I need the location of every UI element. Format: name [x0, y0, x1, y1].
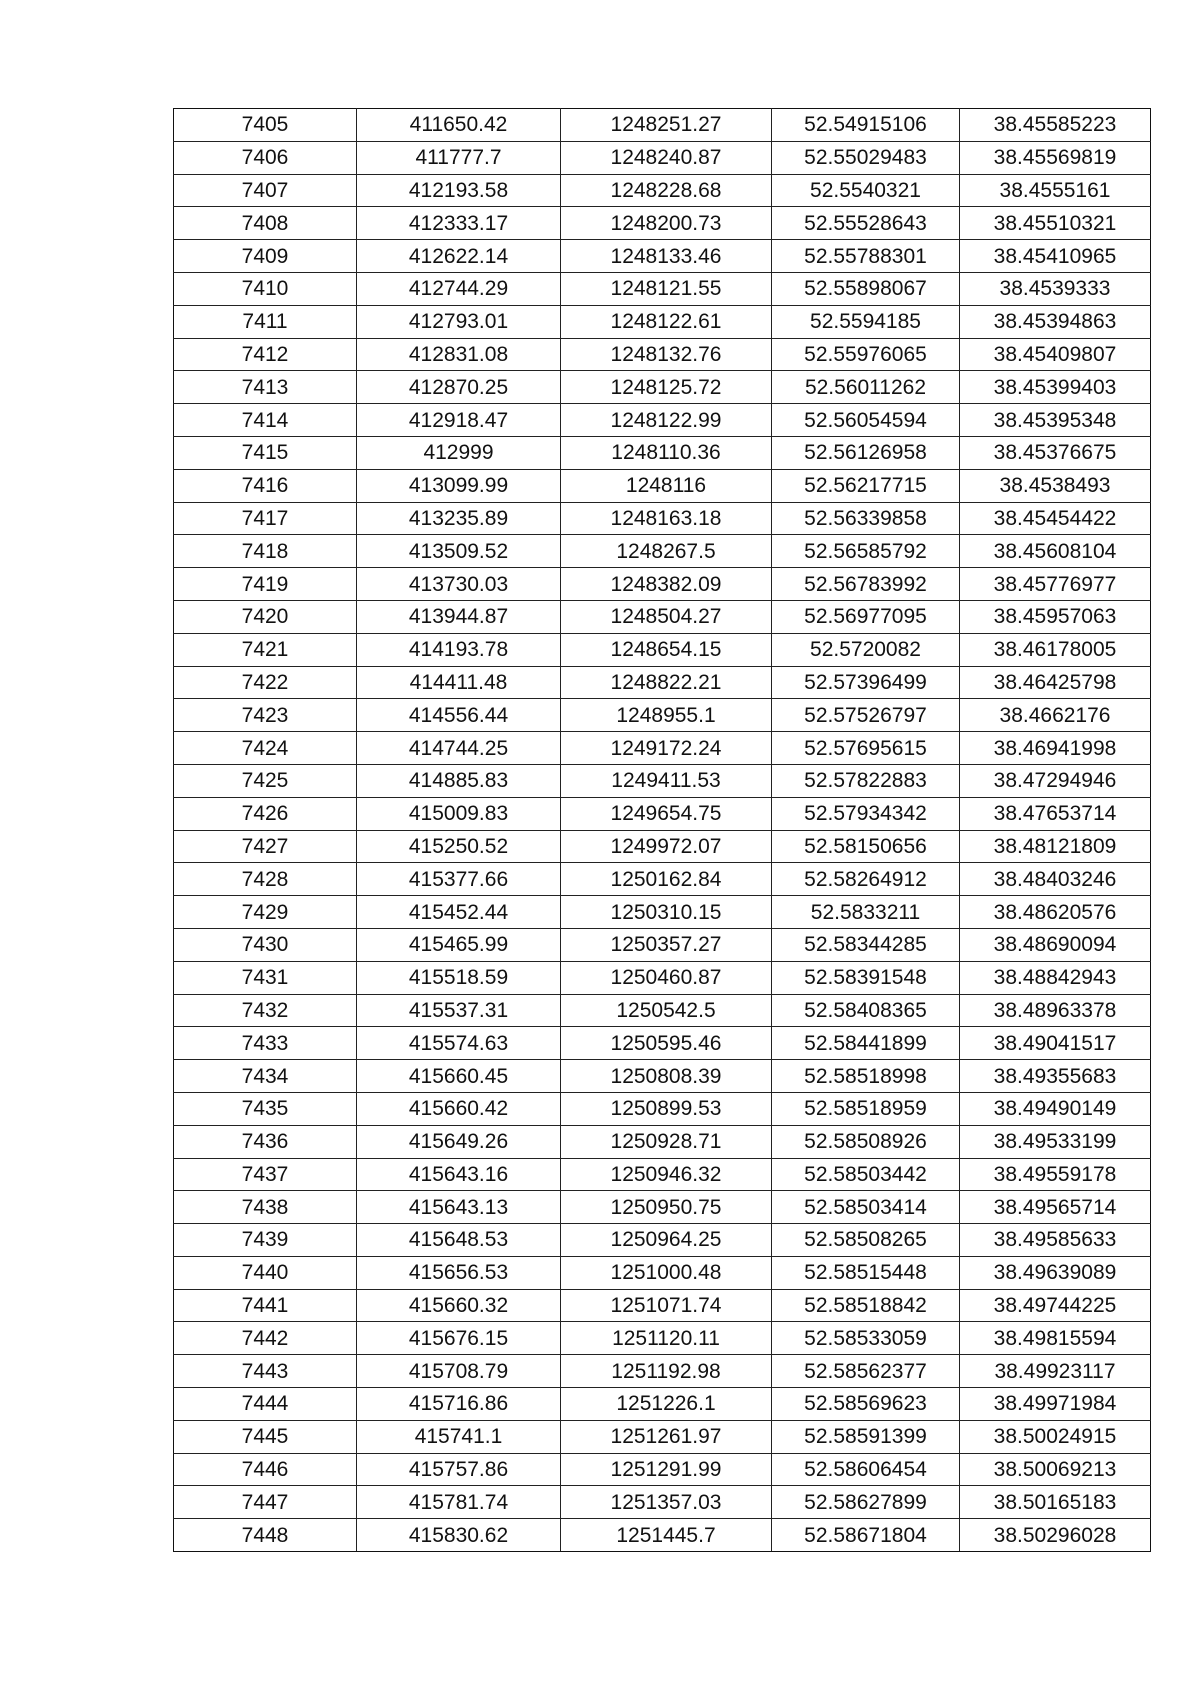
table-row	[174, 863, 1151, 896]
latitude-cell: 52.57695615	[772, 732, 960, 765]
latitude-cell: 52.58503414	[772, 1191, 960, 1224]
longitude-cell: 38.46425798	[960, 666, 1151, 699]
latitude-cell: 52.57396499	[772, 666, 960, 699]
latitude-cell: 52.58606454	[772, 1453, 960, 1486]
y-coordinate-cell: 1248654.15	[561, 633, 772, 666]
x-coordinate-cell: 415708.79	[357, 1355, 561, 1388]
y-coordinate-cell: 1249972.07	[561, 830, 772, 863]
table-row	[174, 1355, 1151, 1388]
x-coordinate-cell: 414885.83	[357, 764, 561, 797]
latitude-cell: 52.58408365	[772, 994, 960, 1027]
latitude-cell: 52.58518998	[772, 1060, 960, 1093]
longitude-cell: 38.4539333	[960, 272, 1151, 305]
point-number-cell: 7439	[174, 1224, 357, 1257]
y-coordinate-cell: 1250950.75	[561, 1191, 772, 1224]
point-number-cell: 7405	[174, 109, 357, 142]
longitude-cell: 38.48842943	[960, 961, 1151, 994]
latitude-cell: 52.58150656	[772, 830, 960, 863]
point-number-cell: 7426	[174, 797, 357, 830]
table-row	[174, 240, 1151, 273]
y-coordinate-cell: 1248132.76	[561, 338, 772, 371]
table-row	[174, 633, 1151, 666]
x-coordinate-cell: 415660.45	[357, 1060, 561, 1093]
point-number-cell: 7438	[174, 1191, 357, 1224]
y-coordinate-cell: 1250310.15	[561, 896, 772, 929]
longitude-cell: 38.49971984	[960, 1388, 1151, 1421]
latitude-cell: 52.58508265	[772, 1224, 960, 1257]
table-row	[174, 994, 1151, 1027]
y-coordinate-cell: 1249654.75	[561, 797, 772, 830]
point-number-cell: 7430	[174, 928, 357, 961]
longitude-cell: 38.45569819	[960, 141, 1151, 174]
table-row	[174, 1388, 1151, 1421]
y-coordinate-cell: 1248267.5	[561, 535, 772, 568]
y-coordinate-cell: 1251445.7	[561, 1519, 772, 1552]
longitude-cell: 38.49533199	[960, 1125, 1151, 1158]
y-coordinate-cell: 1250357.27	[561, 928, 772, 961]
x-coordinate-cell: 413235.89	[357, 502, 561, 535]
latitude-cell: 52.56011262	[772, 371, 960, 404]
table-row	[174, 1420, 1151, 1453]
latitude-cell: 52.58671804	[772, 1519, 960, 1552]
longitude-cell: 38.45376675	[960, 436, 1151, 469]
y-coordinate-cell: 1249172.24	[561, 732, 772, 765]
y-coordinate-cell: 1251357.03	[561, 1486, 772, 1519]
x-coordinate-cell: 415250.52	[357, 830, 561, 863]
longitude-cell: 38.49559178	[960, 1158, 1151, 1191]
latitude-cell: 52.56054594	[772, 404, 960, 437]
table-row	[174, 1289, 1151, 1322]
x-coordinate-cell: 415649.26	[357, 1125, 561, 1158]
point-number-cell: 7419	[174, 568, 357, 601]
point-number-cell: 7406	[174, 141, 357, 174]
latitude-cell: 52.5720082	[772, 633, 960, 666]
latitude-cell: 52.58518842	[772, 1289, 960, 1322]
x-coordinate-cell: 411777.7	[357, 141, 561, 174]
longitude-cell: 38.4555161	[960, 174, 1151, 207]
latitude-cell: 52.55788301	[772, 240, 960, 273]
point-number-cell: 7424	[174, 732, 357, 765]
point-number-cell: 7444	[174, 1388, 357, 1421]
longitude-cell: 38.49355683	[960, 1060, 1151, 1093]
table-row	[174, 732, 1151, 765]
x-coordinate-cell: 413099.99	[357, 469, 561, 502]
x-coordinate-cell: 412831.08	[357, 338, 561, 371]
latitude-cell: 52.54915106	[772, 109, 960, 142]
y-coordinate-cell: 1250928.71	[561, 1125, 772, 1158]
table-row	[174, 1125, 1151, 1158]
latitude-cell: 52.58569623	[772, 1388, 960, 1421]
x-coordinate-cell: 412999	[357, 436, 561, 469]
point-number-cell: 7412	[174, 338, 357, 371]
y-coordinate-cell: 1250964.25	[561, 1224, 772, 1257]
y-coordinate-cell: 1250542.5	[561, 994, 772, 1027]
y-coordinate-cell: 1248116	[561, 469, 772, 502]
y-coordinate-cell: 1248504.27	[561, 600, 772, 633]
x-coordinate-cell: 415660.32	[357, 1289, 561, 1322]
table-row	[174, 1060, 1151, 1093]
x-coordinate-cell: 415643.16	[357, 1158, 561, 1191]
point-number-cell: 7435	[174, 1092, 357, 1125]
table-row	[174, 305, 1151, 338]
latitude-cell: 52.58344285	[772, 928, 960, 961]
table-row	[174, 404, 1151, 437]
coordinates-table	[173, 108, 1151, 1552]
latitude-cell: 52.55898067	[772, 272, 960, 305]
longitude-cell: 38.47653714	[960, 797, 1151, 830]
table-row	[174, 600, 1151, 633]
y-coordinate-cell: 1248121.55	[561, 272, 772, 305]
longitude-cell: 38.48690094	[960, 928, 1151, 961]
point-number-cell: 7427	[174, 830, 357, 863]
latitude-cell: 52.58515448	[772, 1256, 960, 1289]
x-coordinate-cell: 415648.53	[357, 1224, 561, 1257]
table-row	[174, 141, 1151, 174]
table-row	[174, 797, 1151, 830]
x-coordinate-cell: 412918.47	[357, 404, 561, 437]
table-row	[174, 764, 1151, 797]
latitude-cell: 52.56977095	[772, 600, 960, 633]
point-number-cell: 7446	[174, 1453, 357, 1486]
table-row	[174, 1092, 1151, 1125]
table-row	[174, 568, 1151, 601]
y-coordinate-cell: 1251261.97	[561, 1420, 772, 1453]
y-coordinate-cell: 1251192.98	[561, 1355, 772, 1388]
longitude-cell: 38.49815594	[960, 1322, 1151, 1355]
longitude-cell: 38.49585633	[960, 1224, 1151, 1257]
point-number-cell: 7437	[174, 1158, 357, 1191]
x-coordinate-cell: 414744.25	[357, 732, 561, 765]
longitude-cell: 38.45608104	[960, 535, 1151, 568]
y-coordinate-cell: 1251120.11	[561, 1322, 772, 1355]
x-coordinate-cell: 415377.66	[357, 863, 561, 896]
y-coordinate-cell: 1248122.99	[561, 404, 772, 437]
y-coordinate-cell: 1250595.46	[561, 1027, 772, 1060]
x-coordinate-cell: 412744.29	[357, 272, 561, 305]
latitude-cell: 52.58441899	[772, 1027, 960, 1060]
point-number-cell: 7409	[174, 240, 357, 273]
point-number-cell: 7408	[174, 207, 357, 240]
longitude-cell: 38.46178005	[960, 633, 1151, 666]
latitude-cell: 52.58508926	[772, 1125, 960, 1158]
longitude-cell: 38.46941998	[960, 732, 1151, 765]
latitude-cell: 52.55528643	[772, 207, 960, 240]
x-coordinate-cell: 415452.44	[357, 896, 561, 929]
longitude-cell: 38.4662176	[960, 699, 1151, 732]
table-row	[174, 469, 1151, 502]
table-row	[174, 436, 1151, 469]
y-coordinate-cell: 1250946.32	[561, 1158, 772, 1191]
x-coordinate-cell: 412193.58	[357, 174, 561, 207]
latitude-cell: 52.58591399	[772, 1420, 960, 1453]
table-row	[174, 535, 1151, 568]
x-coordinate-cell: 412870.25	[357, 371, 561, 404]
y-coordinate-cell: 1248200.73	[561, 207, 772, 240]
latitude-cell: 52.57822883	[772, 764, 960, 797]
point-number-cell: 7442	[174, 1322, 357, 1355]
point-number-cell: 7407	[174, 174, 357, 207]
x-coordinate-cell: 412622.14	[357, 240, 561, 273]
longitude-cell: 38.49923117	[960, 1355, 1151, 1388]
point-number-cell: 7418	[174, 535, 357, 568]
x-coordinate-cell: 413944.87	[357, 600, 561, 633]
y-coordinate-cell: 1251226.1	[561, 1388, 772, 1421]
latitude-cell: 52.58518959	[772, 1092, 960, 1125]
latitude-cell: 52.56783992	[772, 568, 960, 601]
y-coordinate-cell: 1249411.53	[561, 764, 772, 797]
table-row	[174, 1519, 1151, 1552]
longitude-cell: 38.49490149	[960, 1092, 1151, 1125]
y-coordinate-cell: 1248163.18	[561, 502, 772, 535]
x-coordinate-cell: 415830.62	[357, 1519, 561, 1552]
point-number-cell: 7414	[174, 404, 357, 437]
table-row	[174, 371, 1151, 404]
y-coordinate-cell: 1248251.27	[561, 109, 772, 142]
y-coordinate-cell: 1248228.68	[561, 174, 772, 207]
x-coordinate-cell: 415741.1	[357, 1420, 561, 1453]
point-number-cell: 7413	[174, 371, 357, 404]
table-row	[174, 1486, 1151, 1519]
x-coordinate-cell: 415009.83	[357, 797, 561, 830]
longitude-cell: 38.48403246	[960, 863, 1151, 896]
latitude-cell: 52.56339858	[772, 502, 960, 535]
latitude-cell: 52.57526797	[772, 699, 960, 732]
x-coordinate-cell: 415660.42	[357, 1092, 561, 1125]
y-coordinate-cell: 1248822.21	[561, 666, 772, 699]
x-coordinate-cell: 415716.86	[357, 1388, 561, 1421]
y-coordinate-cell: 1251291.99	[561, 1453, 772, 1486]
point-number-cell: 7432	[174, 994, 357, 1027]
longitude-cell: 38.45957063	[960, 600, 1151, 633]
longitude-cell: 38.45510321	[960, 207, 1151, 240]
y-coordinate-cell: 1248110.36	[561, 436, 772, 469]
x-coordinate-cell: 415465.99	[357, 928, 561, 961]
longitude-cell: 38.49041517	[960, 1027, 1151, 1060]
table-row	[174, 928, 1151, 961]
point-number-cell: 7448	[174, 1519, 357, 1552]
y-coordinate-cell: 1250899.53	[561, 1092, 772, 1125]
point-number-cell: 7422	[174, 666, 357, 699]
table-row	[174, 207, 1151, 240]
latitude-cell: 52.5540321	[772, 174, 960, 207]
point-number-cell: 7416	[174, 469, 357, 502]
table-row	[174, 174, 1151, 207]
table-row	[174, 1158, 1151, 1191]
y-coordinate-cell: 1251071.74	[561, 1289, 772, 1322]
y-coordinate-cell: 1250162.84	[561, 863, 772, 896]
longitude-cell: 38.49565714	[960, 1191, 1151, 1224]
x-coordinate-cell: 411650.42	[357, 109, 561, 142]
x-coordinate-cell: 415676.15	[357, 1322, 561, 1355]
longitude-cell: 38.45410965	[960, 240, 1151, 273]
table-row	[174, 1027, 1151, 1060]
latitude-cell: 52.58533059	[772, 1322, 960, 1355]
table-row	[174, 896, 1151, 929]
longitude-cell: 38.49639089	[960, 1256, 1151, 1289]
longitude-cell: 38.45585223	[960, 109, 1151, 142]
point-number-cell: 7441	[174, 1289, 357, 1322]
longitude-cell: 38.4538493	[960, 469, 1151, 502]
y-coordinate-cell: 1248125.72	[561, 371, 772, 404]
point-number-cell: 7410	[174, 272, 357, 305]
point-number-cell: 7428	[174, 863, 357, 896]
x-coordinate-cell: 413730.03	[357, 568, 561, 601]
longitude-cell: 38.45394863	[960, 305, 1151, 338]
latitude-cell: 52.5833211	[772, 896, 960, 929]
point-number-cell: 7415	[174, 436, 357, 469]
latitude-cell: 52.5594185	[772, 305, 960, 338]
x-coordinate-cell: 414556.44	[357, 699, 561, 732]
y-coordinate-cell: 1250808.39	[561, 1060, 772, 1093]
longitude-cell: 38.48620576	[960, 896, 1151, 929]
point-number-cell: 7431	[174, 961, 357, 994]
longitude-cell: 38.48963378	[960, 994, 1151, 1027]
longitude-cell: 38.47294946	[960, 764, 1151, 797]
point-number-cell: 7411	[174, 305, 357, 338]
table-row	[174, 338, 1151, 371]
latitude-cell: 52.56585792	[772, 535, 960, 568]
point-number-cell: 7421	[174, 633, 357, 666]
longitude-cell: 38.50296028	[960, 1519, 1151, 1552]
longitude-cell: 38.48121809	[960, 830, 1151, 863]
table-row	[174, 502, 1151, 535]
coordinates-table-body	[174, 109, 1151, 1552]
latitude-cell: 52.55976065	[772, 338, 960, 371]
point-number-cell: 7425	[174, 764, 357, 797]
y-coordinate-cell: 1248240.87	[561, 141, 772, 174]
x-coordinate-cell: 414411.48	[357, 666, 561, 699]
latitude-cell: 52.56126958	[772, 436, 960, 469]
latitude-cell: 52.58391548	[772, 961, 960, 994]
x-coordinate-cell: 414193.78	[357, 633, 561, 666]
y-coordinate-cell: 1248122.61	[561, 305, 772, 338]
x-coordinate-cell: 415574.63	[357, 1027, 561, 1060]
point-number-cell: 7434	[174, 1060, 357, 1093]
table-row	[174, 1256, 1151, 1289]
x-coordinate-cell: 415537.31	[357, 994, 561, 1027]
table-row	[174, 109, 1151, 142]
latitude-cell: 52.58562377	[772, 1355, 960, 1388]
x-coordinate-cell: 415518.59	[357, 961, 561, 994]
y-coordinate-cell: 1250460.87	[561, 961, 772, 994]
x-coordinate-cell: 412333.17	[357, 207, 561, 240]
y-coordinate-cell: 1251000.48	[561, 1256, 772, 1289]
point-number-cell: 7433	[174, 1027, 357, 1060]
latitude-cell: 52.58627899	[772, 1486, 960, 1519]
x-coordinate-cell: 415781.74	[357, 1486, 561, 1519]
table-row	[174, 699, 1151, 732]
y-coordinate-cell: 1248955.1	[561, 699, 772, 732]
point-number-cell: 7429	[174, 896, 357, 929]
table-row	[174, 1322, 1151, 1355]
table-row	[174, 1224, 1151, 1257]
table-row	[174, 666, 1151, 699]
longitude-cell: 38.50165183	[960, 1486, 1151, 1519]
table-row	[174, 830, 1151, 863]
table-row	[174, 961, 1151, 994]
table-row	[174, 272, 1151, 305]
x-coordinate-cell: 415757.86	[357, 1453, 561, 1486]
point-number-cell: 7417	[174, 502, 357, 535]
longitude-cell: 38.50024915	[960, 1420, 1151, 1453]
x-coordinate-cell: 413509.52	[357, 535, 561, 568]
point-number-cell: 7447	[174, 1486, 357, 1519]
point-number-cell: 7443	[174, 1355, 357, 1388]
point-number-cell: 7420	[174, 600, 357, 633]
y-coordinate-cell: 1248382.09	[561, 568, 772, 601]
latitude-cell: 52.57934342	[772, 797, 960, 830]
longitude-cell: 38.45454422	[960, 502, 1151, 535]
x-coordinate-cell: 412793.01	[357, 305, 561, 338]
longitude-cell: 38.45409807	[960, 338, 1151, 371]
x-coordinate-cell: 415643.13	[357, 1191, 561, 1224]
point-number-cell: 7440	[174, 1256, 357, 1289]
table-row	[174, 1191, 1151, 1224]
point-number-cell: 7436	[174, 1125, 357, 1158]
point-number-cell: 7423	[174, 699, 357, 732]
longitude-cell: 38.45776977	[960, 568, 1151, 601]
y-coordinate-cell: 1248133.46	[561, 240, 772, 273]
longitude-cell: 38.45399403	[960, 371, 1151, 404]
longitude-cell: 38.50069213	[960, 1453, 1151, 1486]
latitude-cell: 52.58503442	[772, 1158, 960, 1191]
point-number-cell: 7445	[174, 1420, 357, 1453]
table-row	[174, 1453, 1151, 1486]
latitude-cell: 52.55029483	[772, 141, 960, 174]
latitude-cell: 52.58264912	[772, 863, 960, 896]
longitude-cell: 38.45395348	[960, 404, 1151, 437]
latitude-cell: 52.56217715	[772, 469, 960, 502]
x-coordinate-cell: 415656.53	[357, 1256, 561, 1289]
longitude-cell: 38.49744225	[960, 1289, 1151, 1322]
